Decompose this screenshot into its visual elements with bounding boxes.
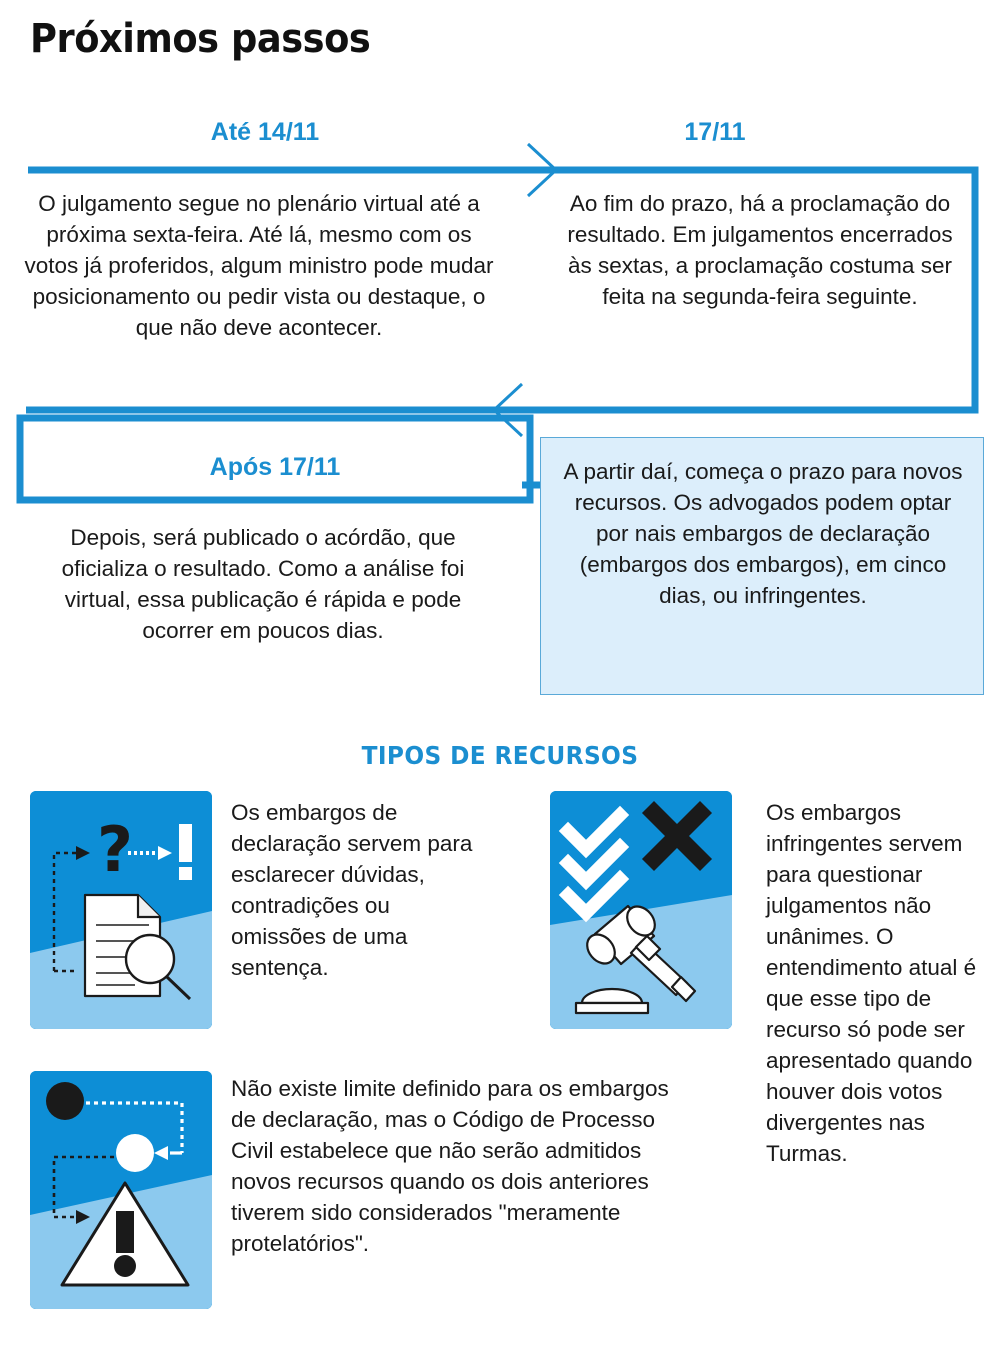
page-title: Próximos passos xyxy=(30,16,371,62)
checkmarks-cross-gavel-icon xyxy=(550,791,732,1029)
timeline-date-3: Após 17/11 xyxy=(209,453,341,481)
question-exclamation-document-magnifier-icon xyxy=(30,791,212,1029)
timeline-note-text: A partir daí, começa o prazo para novos recursos. Os advogados podem optar por nais embargos de declaração (embargos dos embargos), em cinco dias, ou infringentes. xyxy=(563,459,963,608)
circles-warning-triangle-icon xyxy=(30,1071,212,1309)
timeline-date-2: 17/11 xyxy=(684,118,746,146)
appeals-card-3-text: Não existe limite definido para os embargos de declaração, mas o Código de Processo Civil estabelece que não serão admitidos novos recursos quando os dois anteriores tiverem sido considerados "meramente protelatórios". xyxy=(231,1076,669,1256)
timeline-step-1-text: O julgamento segue no plenário virtual até a próxima sexta-feira. Até lá, mesmo com os votos já proferidos, algum ministro pode mudar posicionamento ou pedir vista ou destaque, o que não deve acontecer. xyxy=(24,191,494,340)
appeals-section-title: TIPOS DE RECURSOS xyxy=(361,741,639,770)
timeline-step-3-text: Depois, será publicado o acórdão, que oficializa o resultado. Como a análise foi virtual, essa publicação é rápida e pode ocorrer em poucos dias. xyxy=(61,525,465,643)
svg-text:?: ? xyxy=(97,813,133,886)
appeals-card-1-text: Os embargos de declaração servem para esclarecer dúvidas, contradições ou omissões de uma sentença. xyxy=(231,800,473,980)
timeline-section xyxy=(0,100,1000,720)
timeline-date-1: Até 14/11 xyxy=(210,118,320,146)
timeline-step-2-text: Ao fim do prazo, há a proclamação do resultado. Em julgamentos encerrados às sextas, a proclamação costuma ser feita na segunda-feira seguinte. xyxy=(567,191,953,309)
appeals-card-2-text: Os embargos infringentes servem para questionar julgamentos não unânimes. O entendimento atual é que esse tipo de recurso só pode ser apresentado quando houver dois votos divergentes nas Turmas. xyxy=(766,800,977,1166)
